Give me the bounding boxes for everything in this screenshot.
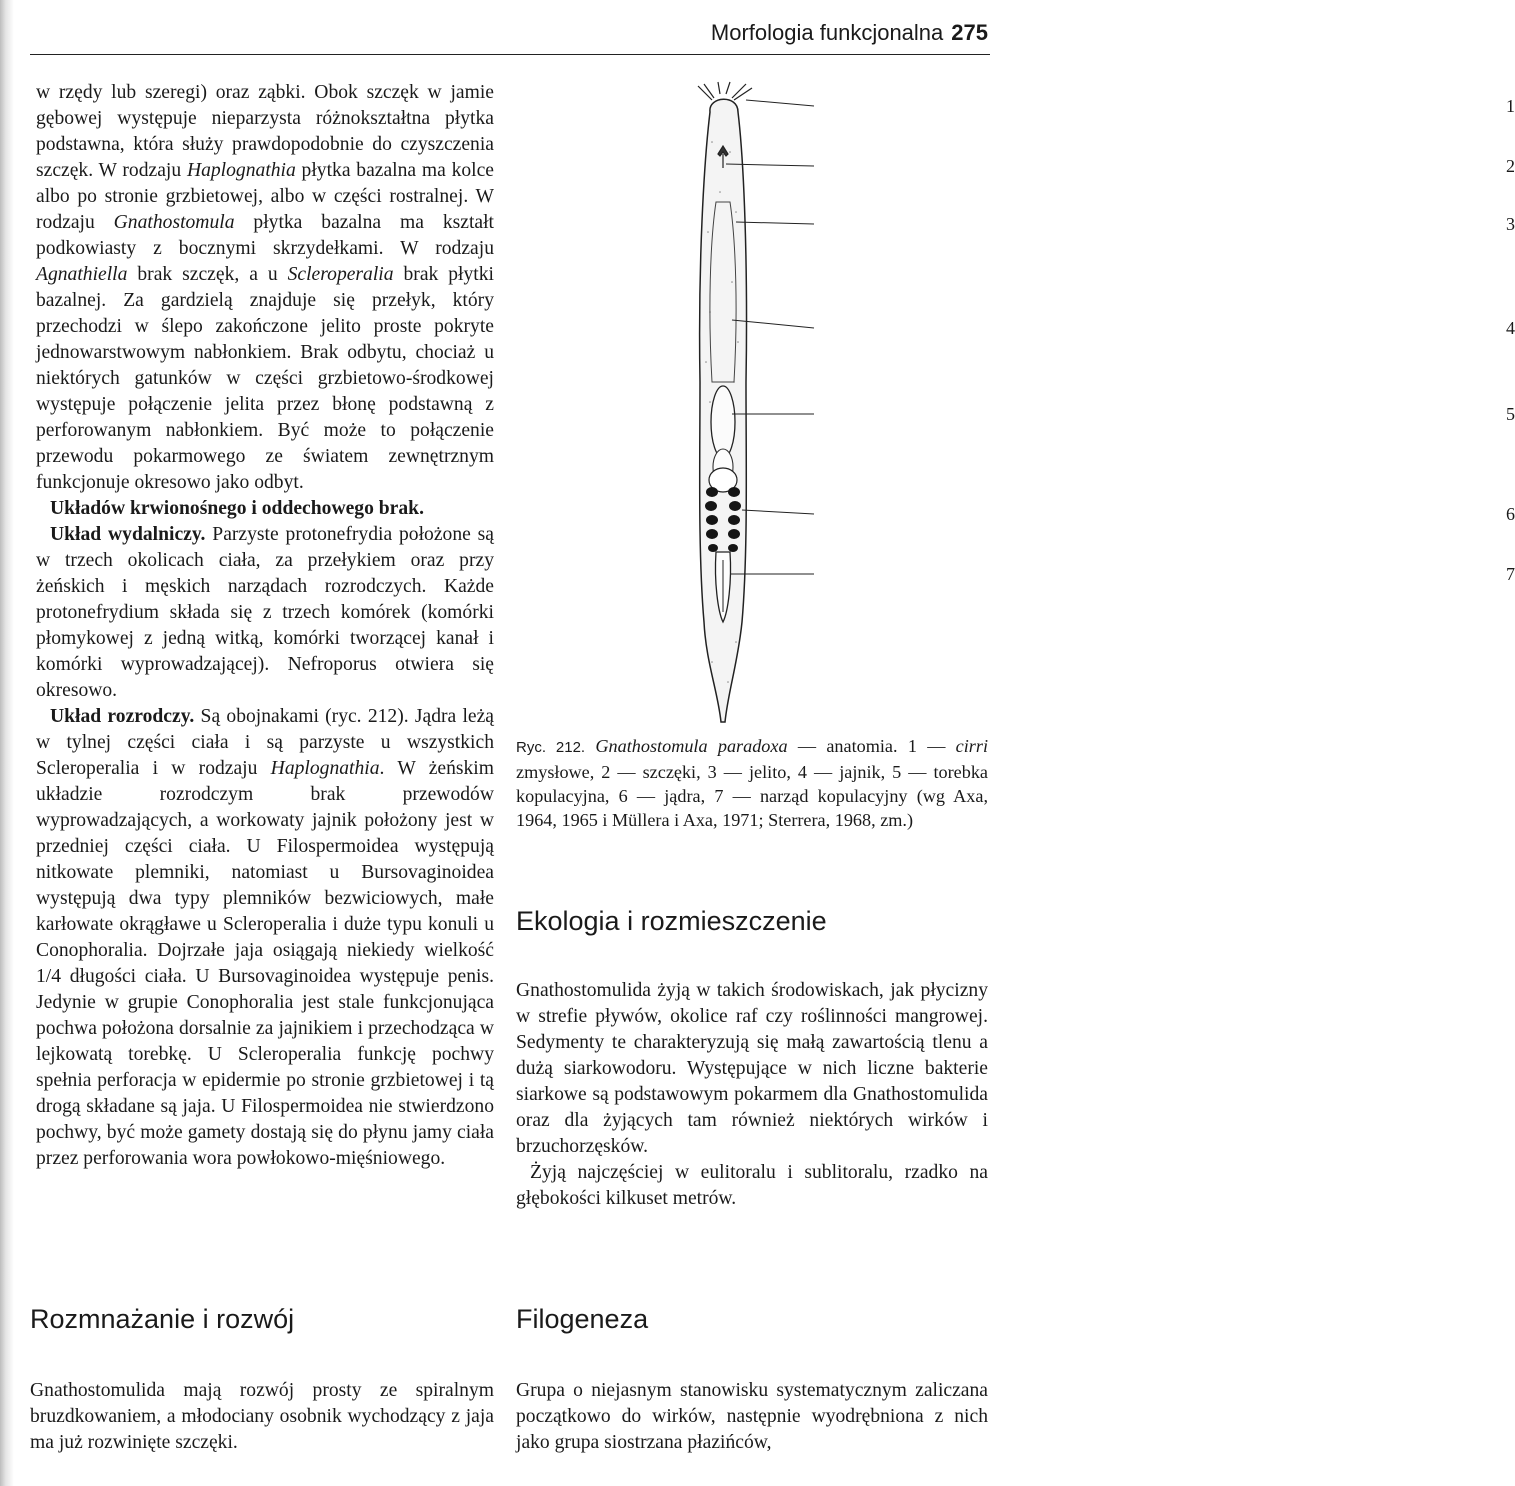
paragraph-excretory: Układ wydalniczy. Parzyste protonefrydia położone są w trzech okolicach ciała, za przełykiem oraz przy żeńskich i męskich narządach rozrodczych. Każde protonefrydium składa się z trzech komórek (komórki płomykowej z jedną witką, komórki tworzącej kanał i komórki wyprowadzającej). Nefroporus otwiera się okresowo. xyxy=(36,524,494,701)
section-title-ekologia: Ekologia i rozmieszczenie xyxy=(516,906,827,936)
running-head-title: Morfologia funkcjonalna xyxy=(710,20,944,45)
figure-label-5: 5 xyxy=(1506,404,1515,424)
ekologia-paragraph-2: Żyją najczęściej w eulitoralu i sublitoralu, rzadko na głębokości kilkuset metrów. xyxy=(516,1162,988,1209)
filogeneza-paragraph-1: Grupa o niejasnym stanowisku systematycznym zaliczana początkowo do wirków, następnie wyodrębniona z nich jako grupa siostrzana płazińców, xyxy=(516,1380,988,1453)
figure-label-7: 7 xyxy=(1506,564,1515,584)
page-number: 275 xyxy=(951,20,988,45)
section-title-rozmnazanie: Rozmnażanie i rozwój xyxy=(30,1304,295,1334)
figure-label-6: 6 xyxy=(1506,504,1515,524)
paragraph-jaws: w rzędy lub szeregi) oraz ząbki. Obok szczęk w jamie gębowej występuje nieparzysta różnokształtna płytka podstawna, która służy prawdopodobnie do czyszczenia szczęk. W rodzaju Haplognathia płytka bazalna ma kolce albo po stronie grzbietowej, albo w części rostralnej. W rodzaju Gnathostomula płytka bazalna ma kształt podkowiasty z bocznymi skrzydełkami. W rodzaju Agnathiella brak szczęk, a u Scleroperalia brak płytki bazalnej. Za gardzielą znajduje się przełyk, który przechodzi w ślepo zakończone jelito proste pokryte jednowarstwowym nabłonkiem. Brak odbytu, chociaż u niektórych gatunków w części grzbietowo-środkowej występuje połączenie jelita przez błonę podstawną z perforowanym nabłonkiem. Być może to połączenie przewodu pokarmowego ze światem zewnętrznym funkcjonuje okresowo jako odbyt. xyxy=(36,82,495,493)
rozmnazanie-paragraph-1: Gnathostomulida mają rozwój prosty ze spiralnym bruzdkowaniem, a młodociany osobnik wychodzący z jaja ma już rozwinięte szczęki. xyxy=(30,1380,494,1453)
paragraph-reproductive: Układ rozrodczy. Są obojnakami (ryc. 212). Jądra leżą w tylnej części ciała i są parzyste u wszystkich Scleroperalia i w rodzaju Haplognathia. W żeńskim układzie rozrodczym brak przewodów wyprowadzających, a workowaty jajnik położony jest w przedniej części ciała. U Filospermoidea występują nitkowate plemniki, natomiast u Bursovaginoidea występują dwa typy plemników bezwiciowych, małe karłowate okrągławe u Scleroperalia i duże typu konuli u Conophoralia. Dojrzałe jaja osiągają niekiedy wielkość 1/4 długości ciała. U Bursovaginoidea występuje penis. Jedynie w grupie Conophoralia jest stale funkcjonująca pochwa położona dorsalnie za jajnikiem i przechodząca w lejkowatą torebkę. U Scleroperalia funkcję pochwy spełnia perforacja w epidermie po stronie grzbietowej i tą drogą składane są jaja. U Filospermoidea nie stwierdzono pochwy, być może gamety dostają się do płynu jamy ciała przez perforowania wora powłokowo-mięśniowego. xyxy=(36,706,494,1169)
figure-caption: Ryc. 212. Gnathostomula paradoxa — anatomia. 1 — cirri zmysłowe, 2 — szczęki, 3 — jelito, 4 — jajnik, 5 — torebka kopulacyjna, 6 — jądra, 7 — narząd kopulacyjny (wg Axa, 1964, 1965 i Müllera i Axa, 1971; Sterrera, 1968, zm.) xyxy=(516,736,989,830)
section-title-filogeneza: Filogeneza xyxy=(516,1304,649,1334)
figure-label-4: 4 xyxy=(1506,318,1515,338)
rozmnazanie-text xyxy=(30,1378,494,1456)
figure-label-1: 1 xyxy=(1506,96,1515,116)
figure-label-2: 2 xyxy=(1506,156,1515,176)
ekologia-text xyxy=(516,978,988,1212)
filogeneza-text xyxy=(516,1378,988,1456)
figure-labels xyxy=(690,82,1515,722)
running-head xyxy=(711,20,988,46)
header-rule xyxy=(30,54,990,55)
left-column xyxy=(36,80,494,1172)
page-gutter-shadow xyxy=(0,0,14,1486)
ekologia-paragraph-1: Gnathostomulida żyją w takich środowiskach, jak płycizny w strefie pływów, okolice raf czy roślinności mangrowej. Sedymenty te charakteryzują się małą zawartością tlenu a dużą siarkowodoru. Występujące w nich liczne bakterie siarkowe są podstawowym pokarmem dla Gnathostomulida oraz dla żyjących tam również niektórych wirków i brzuchorzęsków. xyxy=(516,980,988,1157)
figure-label-3: 3 xyxy=(1506,214,1515,234)
paragraph-circulatory: Układów krwionośnego i oddechowego brak. xyxy=(50,498,424,519)
